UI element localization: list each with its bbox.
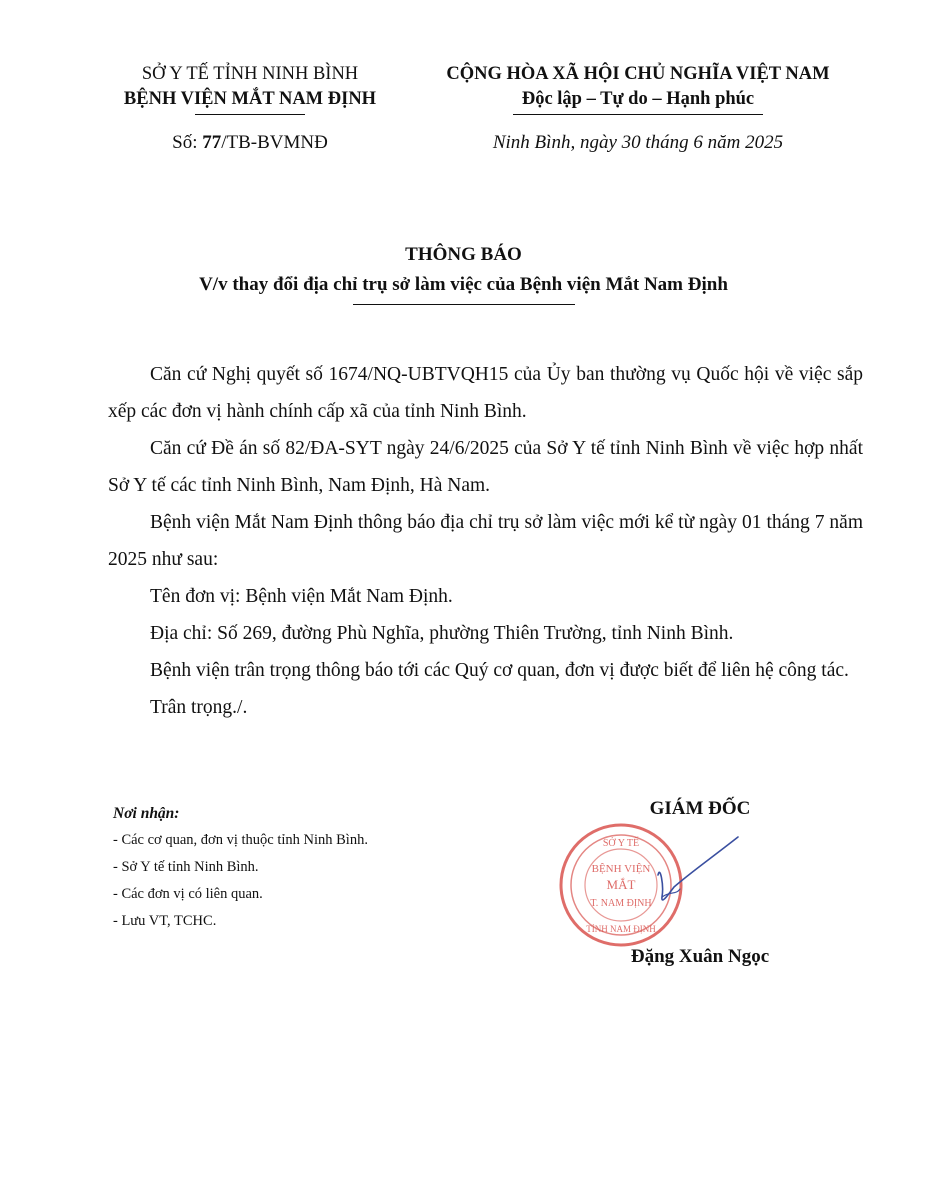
closing-phrase: Trân trọng./.: [150, 697, 248, 718]
recipients-label: Nơi nhận:: [113, 805, 180, 822]
motto-underline: [513, 114, 763, 115]
handwritten-signature: [640, 825, 760, 935]
recipients-list: [113, 800, 473, 935]
stamp-line: BỆNH VIỆN: [591, 863, 651, 875]
body-paragraph: Căn cứ Nghị quyết số 1674/NQ-UBTVQH15 của Ủy ban thường vụ Quốc hội về việc sắp xếp các đơn vị hành chính cấp xã của tỉnh Ninh Bình.: [108, 364, 863, 422]
document-title: THÔNG BÁO: [405, 244, 522, 265]
body-paragraph: Bệnh viện Mắt Nam Định thông báo địa chỉ trụ sở làm việc mới kể từ ngày 01 tháng 7 năm 2025 như sau:: [108, 512, 863, 570]
recipient-item: - Sở Y tế tỉnh Ninh Bình.: [113, 859, 259, 875]
stamp-bottom-text: TỈNH NAM ĐỊNH: [586, 924, 656, 934]
national-heading: [412, 62, 864, 115]
document-body: [108, 356, 863, 726]
parent-organization: SỞ Y TẾ TỈNH NINH BÌNH: [141, 64, 359, 84]
organization-name: BỆNH VIỆN MẮT NAM ĐỊNH: [123, 89, 377, 109]
body-paragraph: Bệnh viện trân trọng thông báo tới các Quý cơ quan, đơn vị được biết để liên hệ công tác.: [150, 660, 849, 681]
place-and-date: Ninh Bình, ngày 30 tháng 6 năm 2025: [492, 132, 784, 153]
document-number-suffix: /TB-BVMNĐ: [221, 132, 328, 153]
recipient-item: - Các cơ quan, đơn vị thuộc tỉnh Ninh Bình.: [113, 832, 368, 848]
signer-name: Đặng Xuân Ngọc: [630, 946, 770, 967]
issuing-organization: [75, 62, 425, 115]
signer-position: GIÁM ĐỐC: [649, 798, 751, 819]
organization-underline: [195, 114, 305, 115]
stamp-line: MẮT: [606, 877, 636, 892]
recipient-item: - Các đơn vị có liên quan.: [113, 886, 263, 902]
document-number: [75, 132, 425, 154]
document-number-value: 77: [202, 132, 222, 153]
body-paragraph: Căn cứ Đề án số 82/ĐA-SYT ngày 24/6/2025 của Sở Y tế tỉnh Ninh Bình về việc hợp nhất Sở Y tế các tỉnh Ninh Bình, Nam Định, Hà Nam.: [108, 438, 863, 496]
document-subject: V/v thay đổi địa chỉ trụ sở làm việc của Bệnh viện Mắt Nam Định: [199, 274, 728, 295]
document-number-prefix: Số:: [172, 132, 203, 153]
document-title-block: [60, 240, 867, 305]
body-paragraph: Tên đơn vị: Bệnh viện Mắt Nam Định.: [150, 586, 453, 607]
stamp-top-text: SỞ Y TẾ: [602, 838, 640, 849]
stamp-line: T. NAM ĐỊNH: [590, 898, 652, 909]
body-paragraph: Địa chỉ: Số 269, đường Phù Nghĩa, phường Thiên Trường, tỉnh Ninh Bình.: [150, 623, 734, 644]
national-motto: Độc lập – Tự do – Hạnh phúc: [521, 89, 755, 109]
title-underline: [353, 304, 575, 305]
nation-name: CỘNG HÒA XÃ HỘI CHỦ NGHĨA VIỆT NAM: [446, 64, 830, 84]
recipient-item: - Lưu VT, TCHC.: [113, 913, 217, 929]
